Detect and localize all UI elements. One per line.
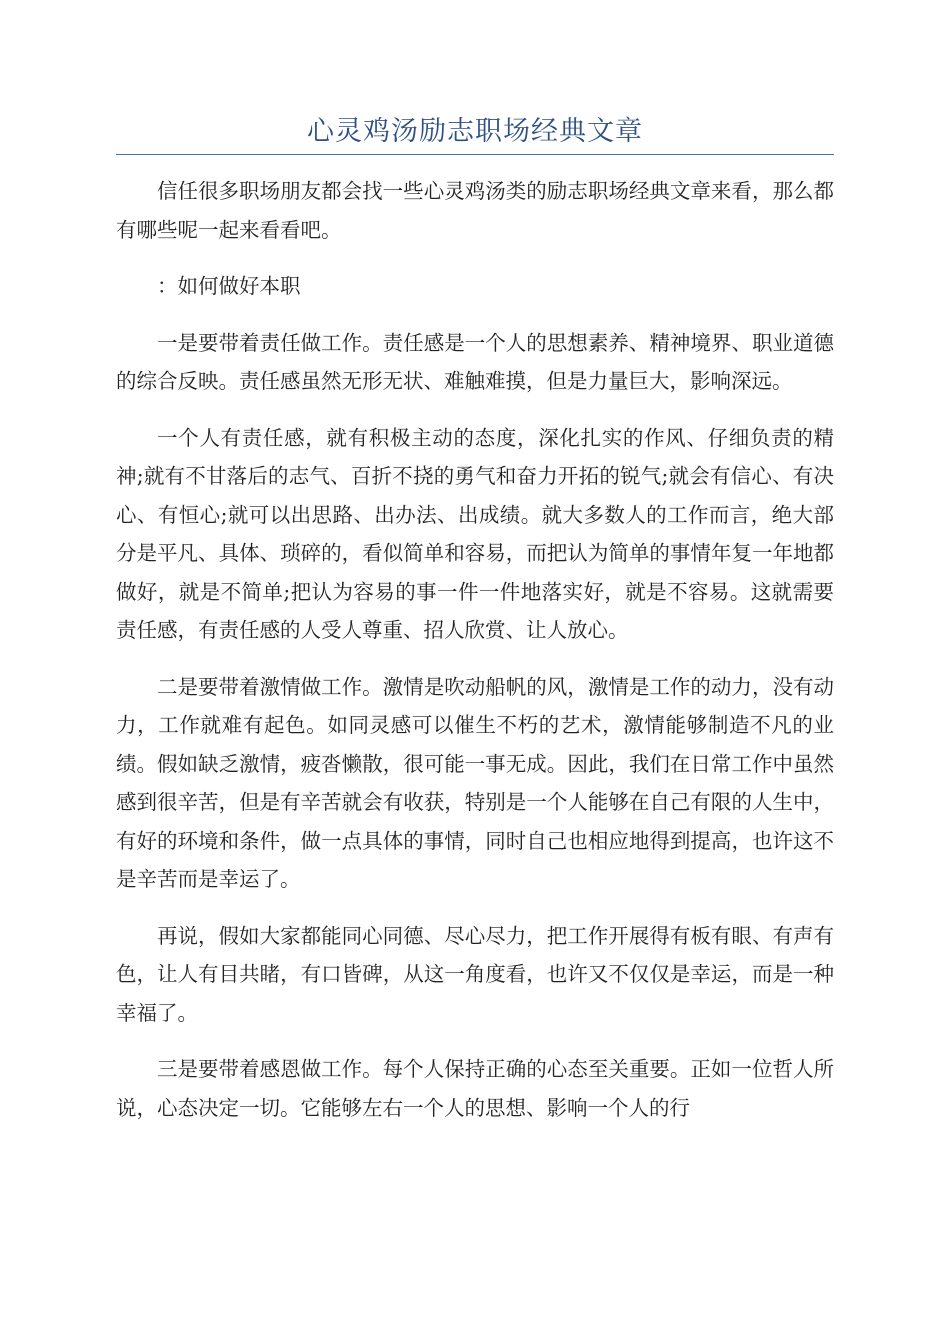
document-body — [116, 172, 834, 1145]
paragraph-2: 一个人有责任感，就有积极主动的态度，深化扎实的作风、仔细负责的精神;就有不甘落后的志气、百折不挠的勇气和奋力开拓的锐气;就会有信心、有决心、有恒心;就可以出思路、出办法、出成绩。就大多数人的工作而言，绝大部分是平凡、具体、琐碎的，看似简单和容易，而把认为简单的事情年复一年地都做好，就是不简单;把认为容易的事一件一件地落实好，就是不容易。这就需要责任感，有责任感的人受人尊重、招人欣赏、让人放心。 — [116, 425, 834, 642]
paragraph-5: 三是要带着感恩做工作。每个人保持正确的心态至关重要。正如一位哲人所说，心态决定一切。它能够左右一个人的思想、影响一个人的行 — [116, 1057, 834, 1120]
paragraph-4: 再说，假如大家都能同心同德、尽心尽力，把工作开展得有板有眼、有声有色，让人有目共睹，有口皆碑，从这一角度看，也许又不仅仅是幸运，而是一种幸福了。 — [116, 923, 834, 1025]
document-title: 心灵鸡汤励志职场经典文章 — [307, 116, 643, 147]
paragraph-subheading: ：如何做好本职 — [157, 274, 301, 298]
paragraph-intro: 信任很多职场朋友都会找一些心灵鸡汤类的励志职场经典文章来看，那么都有哪些呢一起来看看吧。 — [116, 179, 834, 242]
paragraph-3: 二是要带着激情做工作。激情是吹动船帆的风，激情是工作的动力，没有动力，工作就难有起色。如同灵感可以催生不朽的艺术，激情能够制造不凡的业绩。假如缺乏激情，疲沓懒散，很可能一事无成。因此，我们在日常工作中虽然感到很辛苦，但是有辛苦就会有收获，特别是一个人能够在自己有限的人生中，有好的环境和条件，做一点具体的事情，同时自己也相应地得到提高，也许这不是辛苦而是幸运了。 — [116, 674, 834, 891]
paragraph-1: 一是要带着责任做工作。责任感是一个人的思想素养、精神境界、职业道德的综合反映。责任感虽然无形无状、难触难摸，但是力量巨大，影响深远。 — [116, 330, 834, 393]
title-underline — [116, 154, 834, 155]
